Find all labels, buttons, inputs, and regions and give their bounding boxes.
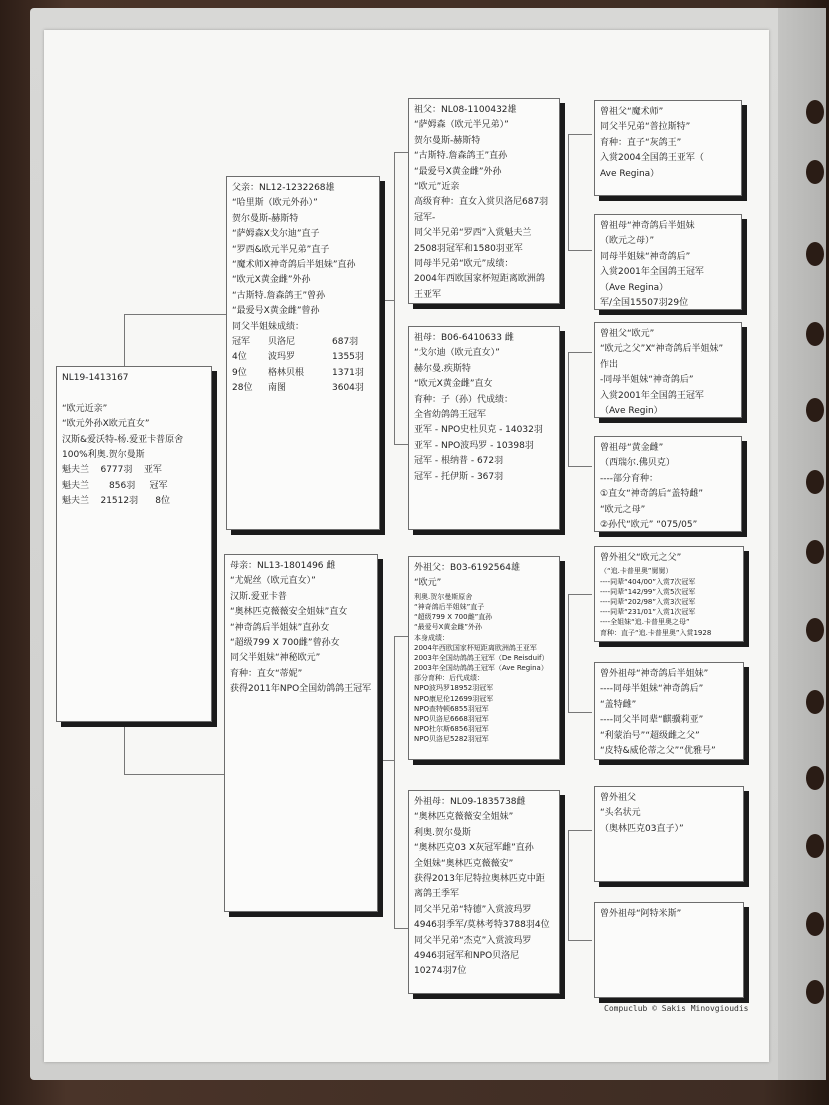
sire-header: 父亲：NL12-1232268雄: [232, 183, 335, 193]
connector-line: [394, 636, 395, 928]
connector-line: [568, 830, 569, 940]
sire-line: “哈里斯（欧元外孙）”: [232, 198, 318, 209]
punch-hole: [806, 242, 824, 266]
sire-line: “古斯特.詹森鸽王”曾孙: [232, 290, 326, 301]
gd1-line: “戈尔迪（欧元直女）”: [414, 348, 500, 359]
punch-hole: [806, 980, 824, 1004]
subject-line: “欧元近亲”: [62, 403, 108, 414]
gs1-header: 祖父：NL08-1100432雄: [414, 105, 517, 115]
ggs1-line: 同父半兄弟“普拉斯特”: [600, 122, 691, 133]
great-granddam-2-card: [594, 436, 742, 532]
sire-line: 同父半姐妹成绩：: [232, 321, 305, 332]
ggd3-line: “利蒙治号”“超级雌之父”: [600, 730, 700, 741]
great-granddam-4-card: [594, 902, 744, 998]
sire-line: 贺尔曼斯-赫斯特: [232, 213, 299, 224]
dam-line: “神奇鸽后半姐妹”直孙女: [230, 622, 330, 633]
dam-line: “奥林匹克薇薇安全姐妹”直女: [230, 607, 348, 618]
result-row: 魁夫兰 856羽 冠军: [62, 480, 168, 491]
gs1-line: 同母半兄弟“欧元”成绩：: [414, 258, 514, 269]
ggs4-line: “头名状元: [600, 808, 641, 819]
connector-line: [568, 940, 592, 941]
dam-header: 母亲：NL13-1801496 雌: [230, 561, 336, 571]
gs1-line: 冠军-: [414, 212, 436, 223]
ggs3-line: 曾外祖父“欧元之父”: [600, 553, 682, 563]
connector-line: [568, 134, 569, 250]
ggs1-line: 曾祖父“魔术师”: [600, 107, 664, 117]
punch-hole: [806, 766, 824, 790]
detail-line: 2003年全国幼鸽鸽王冠军（Ave Regina）: [414, 664, 548, 673]
punch-hole: [806, 618, 824, 642]
ggs2-line: “欧元之父”X“神奇鸽后半姐妹”: [600, 344, 724, 355]
ggs1-line: 育种：直子“灰鸽王”: [600, 137, 682, 148]
gs1-line: 同父半兄弟“罗西”入赏魁夫兰: [414, 228, 532, 239]
ggd2-line: ②孙代“欧元” “075/05”: [600, 519, 698, 530]
ggd1-line: 曾祖母“神奇鸽后半姐妹: [600, 221, 695, 231]
great-grandsire-4-card: [594, 786, 744, 882]
punch-hole: [806, 470, 824, 494]
detail-line: “超级799 X 700雌”直孙: [414, 613, 493, 622]
dam-line: 获得2011年NPO全国幼鸽鸽王冠军: [230, 684, 372, 695]
punch-hole: [806, 540, 824, 564]
connector-line: [382, 300, 394, 301]
punch-hole: [806, 100, 824, 124]
ggs1-line: 入赏2004全国鸽王亚军（: [600, 153, 704, 164]
connector-line: [568, 466, 592, 467]
detail-line: ----同辈“142/99”入赏5次冠军: [600, 587, 696, 596]
dam-line: 育种：直女“蒂妮”: [230, 668, 303, 679]
sire-line: “萨姆森X戈尔迪”直子: [232, 229, 320, 240]
detail-line: NPO贝洛尼6668羽冠军: [414, 715, 489, 724]
ggd1-line: 同母半姐妹“神奇鸽后”: [600, 251, 691, 262]
gd1-line: 亚军 - NPO波玛罗 - 10398羽: [414, 440, 534, 451]
gs1-line: 2004年西欧国家杯短距离欧洲鸽: [414, 274, 545, 285]
gs2-line: “欧元”: [414, 578, 442, 589]
detail-line: 2003年全国幼鸽鸽王冠军（De Reisduif）: [414, 653, 549, 662]
detail-line: NPO康尼伦12699羽冠军: [414, 694, 494, 703]
connector-line: [124, 724, 125, 774]
subject-line: “欧元外孙X欧元直女”: [62, 419, 150, 430]
gd2-line: 离鸽王季军: [414, 889, 460, 900]
result-row: 魁夫兰 21512羽 8位: [62, 496, 171, 507]
sire-line: “欧元X黄金雌”外孙: [232, 275, 311, 286]
ggd1-line: 入赏2001年全国鸽王冠军: [600, 267, 704, 278]
connector-line: [568, 250, 592, 251]
connector-line: [568, 712, 592, 713]
detail-line: ----全姐妹“追.卡普里奥之母”: [600, 618, 690, 627]
gs1-line: 2508羽冠军和1580羽亚军: [414, 243, 523, 254]
punch-hole: [806, 160, 824, 184]
connector-line: [124, 314, 125, 368]
detail-line: “神奇鸽后半姐妹”直子: [414, 602, 485, 611]
gd1-line: 冠军 - 托伊斯 - 367羽: [414, 471, 504, 482]
gd1-line: 育种：子（孙）代成绩：: [414, 394, 514, 405]
ggd3-line: ----同母半姐妹“神奇鸽后”: [600, 684, 704, 695]
gd2-line: 获得2013年尼特拉奥林匹克中距: [414, 873, 545, 884]
detail-line: NPO杜尔斯6856羽冠军: [414, 725, 489, 734]
result-row: 9位 格林贝根 1371羽: [232, 367, 364, 378]
gd2-line: 4946羽冠军和NPO贝洛尼: [414, 950, 520, 961]
result-row: 魁夫兰 6777羽 亚军: [62, 465, 162, 476]
ggs2-line: （Ave Regin）: [600, 405, 663, 416]
dam-line: 汉斯.爱亚卡普: [230, 591, 287, 602]
sire-line: “魔术师X神奇鸽后半姐妹”直孙: [232, 259, 356, 270]
punch-hole: [806, 322, 824, 346]
ggd3-line: “盖特雌”: [600, 699, 637, 710]
gs1-line: 贺尔曼斯-赫斯特: [414, 135, 481, 146]
sire-card: [226, 176, 380, 530]
gs1-line: “萨姆森（欧元半兄弟）”: [414, 120, 509, 131]
connector-line: [124, 314, 226, 315]
ggd3-line: “皮特&威伦蒂之父”“优雅号”: [600, 745, 716, 756]
detail-line: NPO贝洛尼5282羽冠军: [414, 735, 489, 744]
ggd2-line: （西瑞尔.佛贝克）: [600, 458, 675, 469]
result-row: 28位 南图 3604羽: [232, 383, 364, 394]
gd1-line: 全省幼鸽鸽王冠军: [414, 409, 487, 420]
great-granddam-1-card: [594, 214, 742, 310]
ggd4-line: 曾外祖母“阿特米斯”: [600, 909, 682, 919]
gd1-line: 冠军 - 根纳普 - 672羽: [414, 456, 504, 467]
ggd1-line: 军/全国15507羽29位: [600, 297, 689, 308]
gs1-line: “古斯特.詹森鸽王”直孙: [414, 151, 508, 162]
subject-card: [56, 366, 212, 722]
detail-line: 部分育种：后代成绩：: [414, 674, 484, 683]
maternal-granddam-card: [408, 790, 560, 994]
ggd1-line: （欧元之母）”: [600, 236, 655, 247]
detail-line: 利奥.贺尔曼斯原舍: [414, 592, 473, 601]
subject-line: NL19-1413167: [62, 373, 129, 383]
ggd2-line: ①直女“神奇鸽后“盖特雌”: [600, 489, 704, 500]
great-grandsire-1-card: [594, 100, 742, 196]
ggd2-line: ----部分育种：: [600, 473, 658, 484]
punch-hole: [806, 398, 824, 422]
footer-credit: Compuclub © Sakis Minovgioudis: [604, 1004, 749, 1013]
connector-line: [568, 830, 592, 831]
gs2-details: [414, 592, 554, 745]
paternal-grandsire-card: [408, 98, 560, 304]
detail-line: NPO查特顿6855羽冠军: [414, 704, 489, 713]
dam-line: 同父半姐妹“神秘欧元”: [230, 653, 321, 664]
ggd2-line: “欧元之母”: [600, 504, 646, 515]
gd2-line: 全姐妹“奥林匹克薇薇安”: [414, 858, 514, 869]
gs2-header: 外祖父：B03-6192564雄: [414, 563, 520, 573]
detail-line: ----同辈“404/00”入赏7次冠军: [600, 577, 696, 586]
ggd3-line: ----同父半同辈“麒骥莉亚”: [600, 715, 704, 726]
detail-line: （“追.卡普里奥”舅舅）: [600, 567, 673, 576]
connector-line: [568, 594, 569, 712]
ggd3-line: 曾外祖母“神奇鸽后半姐妹”: [600, 669, 709, 679]
great-grandsire-2-card: [594, 322, 742, 418]
result-row: 4位 波玛罗 1355羽: [232, 352, 364, 363]
ggs4-line: （奥林匹克03直子）”: [600, 823, 684, 834]
gs1-line: “最爱号X黄金雌”外孙: [414, 166, 502, 177]
ggs2-line: 作出: [600, 359, 619, 370]
gd2-line: 10274羽7位: [414, 966, 467, 977]
connector-line: [124, 774, 226, 775]
subject-line: 100%利奥.贺尔曼斯: [62, 449, 145, 460]
connector-line: [568, 594, 592, 595]
gs1-line: 高级育种：直女入赏贝洛尼687羽: [414, 197, 549, 208]
punch-hole: [806, 912, 824, 936]
gd1-line: 亚军 - NPO史杜贝克 - 14032羽: [414, 425, 543, 436]
punch-hole: [806, 690, 824, 714]
ggs3-details: [600, 566, 738, 637]
connector-line: [394, 152, 408, 153]
connector-line: [394, 152, 395, 444]
subject-line: 汉斯&爱沃特-杨.爱亚卡普原舍: [62, 434, 184, 445]
ggd2-line: 曾祖母“黄金雌”: [600, 443, 664, 453]
connector-line: [568, 352, 592, 353]
gd2-line: 利奥.贺尔曼斯: [414, 827, 471, 838]
connector-line: [394, 928, 408, 929]
gd2-line: “奥林匹克03 X灰冠军雌”直孙: [414, 843, 534, 854]
gd1-header: 祖母：B06-6410633 雌: [414, 333, 514, 343]
great-granddam-3-card: [594, 662, 744, 760]
detail-line: 2004年西欧国家杯短距离欧洲鸽王亚军: [414, 643, 537, 652]
ggd1-line: （Ave Regina）: [600, 282, 669, 293]
gd2-header: 外祖母：NL09-1835738雌: [414, 797, 526, 807]
connector-line: [382, 760, 394, 761]
paternal-granddam-card: [408, 326, 560, 530]
ggs2-line: 曾祖父“欧元”: [600, 329, 655, 339]
gs1-line: “欧元”近亲: [414, 181, 460, 192]
gd2-line: 同父半兄弟“杰克”入赏波玛罗: [414, 935, 532, 946]
maternal-grandsire-card: [408, 556, 560, 760]
ggs1-line: Ave Regina）: [600, 168, 660, 179]
detail-line: 本身成绩：: [414, 633, 449, 642]
detail-line: ----同辈“231/01”入赏1次冠军: [600, 608, 696, 617]
result-row: 冠军 贝洛尼 687羽: [232, 336, 359, 347]
dam-line: “尤妮丝（欧元直女）”: [230, 576, 316, 587]
gd1-line: 赫尔曼.疾斯特: [414, 363, 471, 374]
connector-line: [394, 444, 408, 445]
dam-card: [224, 554, 378, 912]
punch-hole: [806, 834, 824, 858]
detail-line: NPO波玛罗18952羽冠军: [414, 684, 494, 693]
sire-line: “最爱号X黄金雌”曾孙: [232, 306, 320, 317]
ggs2-line: -同母半姐妹“神奇鸽后”: [600, 375, 694, 386]
detail-line: “最爱号X黄金雌”外孙: [414, 623, 483, 632]
detail-line: 育种：直子“追.卡普里奥”入赏1928: [600, 628, 712, 637]
gs1-line: 王亚军: [414, 289, 442, 300]
dam-line: “超级799 X 700雌”曾孙女: [230, 637, 340, 648]
ggs4-line: 曾外祖父: [600, 793, 637, 803]
gd2-line: “奥林匹克薇薇安全姐妹”: [414, 812, 514, 823]
detail-line: ----同辈“202/98”入赏3次冠军: [600, 597, 696, 606]
great-grandsire-3-card: [594, 546, 744, 642]
connector-line: [568, 352, 569, 466]
ggs2-line: 入赏2001年全国鸽王冠军: [600, 390, 704, 401]
connector-line: [394, 636, 408, 637]
gd2-line: 4946羽季军/莫林考特3788羽4位: [414, 920, 550, 931]
sire-line: “罗西&欧元半兄弟”直子: [232, 244, 330, 255]
gd1-line: “欧元X黄金雌”直女: [414, 379, 493, 390]
subject-line: [62, 386, 206, 401]
gd2-line: 同父半兄弟“特德”入赏波玛罗: [414, 904, 532, 915]
connector-line: [568, 134, 592, 135]
